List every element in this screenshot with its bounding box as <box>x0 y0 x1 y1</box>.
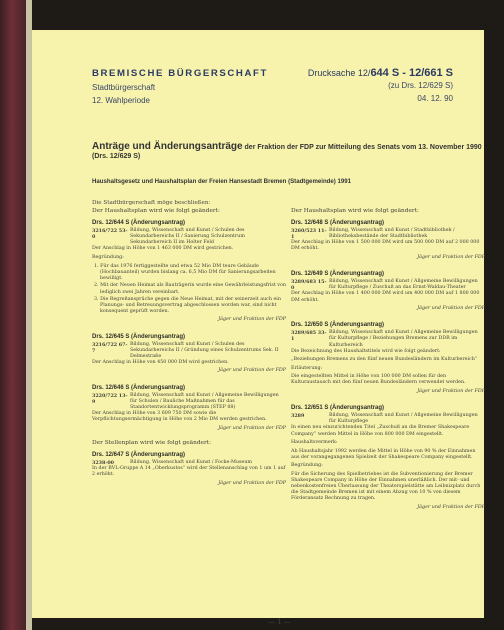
budget-description: Bildung, Wissenschaft und Kunst / Allgemeine Bewilligungen für Schulen / Bauliche Maßnahmen für das Standortentwicklungsprogramm (STEP 88) <box>130 392 279 410</box>
reason-label: Begründung: <box>92 255 124 261</box>
section-heading: Der Stellenplan wird wie folgt geändert: <box>92 439 212 446</box>
amendment-title: Drs. 12/644 S (Änderungsantrag) <box>92 220 186 227</box>
reason-label: Begründung: <box>291 463 323 469</box>
amendment-body: Der Anschlag in Höhe von 3 609 750 DM sowie die Verpflichtungsermächtigung in Höhe von 2 Mio DM werden gestrichen. <box>92 410 267 423</box>
right-column <box>291 208 485 514</box>
amendment-body: Ab Haushaltsjahr 1992 werden die Mittel in Höhe von 90 % der Einnahmen aus der vorangegangenen Spielzeit der Shakespeare Company eingestellt. <box>291 448 476 460</box>
document-subheading: Haushaltsgesetz und Haushaltsplan der Freien Hansestadt Bremen (Stadtgemeinde) 1991 <box>92 178 352 185</box>
budget-description: Bildung, Wissenschaft und Kunst / Schulen des Sekundarbereichs II / Gründung eines Schulzentrums Sek. II Delmestraße <box>130 341 279 359</box>
reason-label: Erläuterung: <box>291 365 323 371</box>
budget-entry <box>92 228 286 246</box>
page-number: — 1 — <box>268 618 291 626</box>
budget-entry <box>291 413 485 425</box>
amendment-body: In einen neu einzurichtenden Titel „Zuschuß an die Bremer Shakespeare Company“ werden Mittel in Höhe von 800 000 DM eingestellt. <box>291 425 470 437</box>
budget-description: Bildung, Wissenschaft und Kunst / Allgemeine Bewilligungen für Kulturpflege / Beziehungen Bremens zur DDR im Kulturbereich <box>329 330 478 348</box>
amendment-body: Die Bezeichnung des Haushaltstitels wird wie folgt geändert: <box>291 348 441 354</box>
amendment-body: Der Anschlag in Höhe von 450 000 DM wird gestrichen. <box>92 359 229 365</box>
budget-code: 3289/683 15-0 <box>291 279 327 292</box>
budget-code: 3216/722 53-0 <box>92 228 128 241</box>
amendment-body: Die eingestellten Mittel in Höhe von 100 000 DM sollen für den Kulturaustausch mit den fünf neuen Bundesländern verwendet werden. <box>291 374 466 386</box>
document-date: 04. 12. 90 <box>417 94 453 103</box>
amendment-author: Jäger und Fraktion der FDP <box>417 504 485 510</box>
list-item: 1. Für das 1976 fertiggestellte und etwa 52 Mio DM teure Gebäude (Hochbauanteil) wurden bislang ca. 6,5 Mio DM für Sanierungsarbeiten bewilligt. <box>94 263 276 281</box>
document-title: Anträge und Änderungsanträge der Fraktion der FDP zur Mitteilung des Senats vom 13. November 1990 (Drs. 12/629 S) <box>92 141 482 160</box>
amendment-title: Drs. 12/650 S (Änderungsantrag) <box>291 322 385 329</box>
budget-entry <box>92 393 286 411</box>
reference-number: (zu Drs. 12/629 S) <box>388 81 453 90</box>
amendment-author: Jäger und Fraktion der FDP <box>417 255 485 261</box>
amendment-author: Jäger und Fraktion der FDP <box>417 306 485 312</box>
budget-code: 3216/722 67-7 <box>92 341 128 354</box>
amendment-title: Drs. 12/645 S (Änderungsantrag) <box>92 333 186 340</box>
amendment-body: Für die Sicherung des Spielbetriebes ist die Subventionierung der Bremer Shakespeare Company in Höhe der Einnahmen unerläßlich. Der mit- und nebenkostenfreien Überlassung der Theaterspielstätte am Leibnizplatz durch die Stadtgemeinde Bremen ist mit einem Abzug von 10 % von diesem Förderansatz Rechnung zu tragen. <box>291 472 481 502</box>
resolution-intro: Die Stadtbürgerschaft möge beschließen: <box>92 200 211 206</box>
document-page <box>32 30 485 626</box>
chamber-name: Stadtbürgerschaft <box>92 83 156 92</box>
printed-matter-number: Drucksache 12/644 S - 12/661 S <box>307 67 453 79</box>
left-column <box>92 208 286 489</box>
budget-code: 3289/685 33-1 <box>291 330 327 343</box>
budget-description: Bildung, Wissenschaft und Kunst / Allgemeine Bewilligungen für Kulturpflege <box>329 413 478 425</box>
reason-label: Haushaltsvermerk: <box>291 440 338 446</box>
list-item: 3. Die Regreßansprüche gegen die Neue Heimat, mit der seinerzeit auch ein Planungs- und Betreuungsvertrag abgeschlossen worden war, sind nicht konsequent geprüft worden. <box>94 297 281 315</box>
budget-code: 3289 <box>291 413 305 420</box>
amendment-author: Jäger und Fraktion der FDP <box>218 368 286 374</box>
amendment-title: Drs. 12/649 S (Änderungsantrag) <box>291 271 385 278</box>
budget-entry <box>291 228 485 240</box>
budget-code: 3238-00 <box>92 459 115 466</box>
budget-description: Bildung, Wissenschaft und Kunst / Stadtbibliothek / Bibliotheksbestände der Stadtbibliothek <box>329 228 455 240</box>
amendment-author: Jäger und Fraktion der FDP <box>218 317 286 323</box>
budget-description: Bildung, Wissenschaft und Kunst / Schulen des Sekundarbereichs II / Sanierung Schulzentrum Sekundarbereich II im Holter Feld <box>130 228 245 246</box>
budget-code: 3260/523 11-1 <box>291 228 327 241</box>
section-heading: Der Haushaltsplan wird wie folgt geändert: <box>92 208 220 214</box>
amendment-title: Drs. 12/647 S (Änderungsantrag) <box>92 451 186 458</box>
amendment-body: Der Anschlag in Höhe von 1 500 000 DM wird um 500 000 DM auf 2 000 000 DM erhöht. <box>291 240 480 252</box>
budget-description: Bildung, Wissenschaft und Kunst / Focke-Museum <box>130 459 252 465</box>
book-binding <box>0 0 26 630</box>
amendment-body: In der BVL-Gruppe A 14 „Oberkustos“ wird der Stellenanschlag von 1 um 1 auf 2 erhöht. <box>92 466 286 478</box>
amendment-title: Drs. 12/646 S (Änderungsantrag) <box>92 384 186 391</box>
list-item: 2. Mit der Neuen Heimat als Bauträgerin wurde eine Gewährleistungsfrist von lediglich zwei Jahren vereinbart. <box>94 283 286 295</box>
amendment-author: Jäger und Fraktion der FDP <box>218 480 286 486</box>
budget-code: 3220/722 13-9 <box>92 392 128 405</box>
amendment-body: Der Anschlag in Höhe von 1 463 000 DM wird gestrichen. <box>92 246 234 252</box>
budget-description: Bildung, Wissenschaft und Kunst / Allgemeine Bewilligungen für Kulturpflege / Zuschuß an das Ernst-Waldau-Theater <box>329 279 478 291</box>
amendment-title: Drs. 12/651 S (Änderungsantrag) <box>291 405 385 412</box>
section-heading: Der Haushaltsplan wird wie folgt geändert: <box>291 208 419 214</box>
amendment-body: Der Anschlag in Höhe von 1 400 000 DM wird um 400 000 DM auf 1 800 000 DM erhöht. <box>291 291 480 303</box>
parliament-title: BREMISCHE BÜRGERSCHAFT <box>92 68 268 79</box>
budget-entry <box>291 279 485 291</box>
amendment-title: Drs. 12/648 S (Änderungsantrag) <box>291 220 385 227</box>
amendment-author: Jäger und Fraktion der FDP <box>417 389 485 395</box>
election-period: 12. Wahlperiode <box>92 96 150 105</box>
budget-entry <box>291 330 485 348</box>
reason-list <box>92 264 286 316</box>
amendment-author: Jäger und Fraktion der FDP <box>218 425 286 431</box>
budget-entry <box>92 342 286 360</box>
amendment-body: „Beziehungen Bremens zu den fünf neuen Bundesländern im Kulturbereich“ <box>291 357 478 363</box>
